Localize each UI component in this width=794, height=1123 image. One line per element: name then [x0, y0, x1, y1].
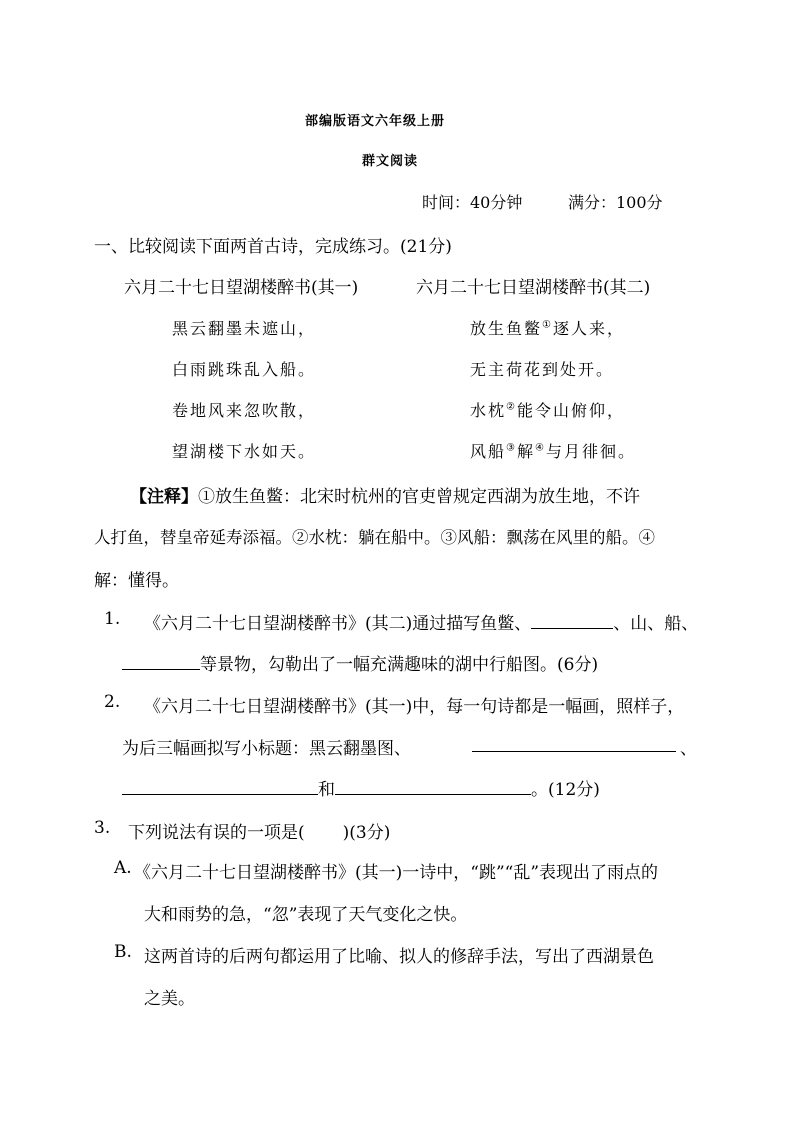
q2-line-2-end: 、 — [680, 739, 697, 759]
q1-blank-2[interactable] — [122, 652, 200, 670]
q2-line-2: 为后三幅画拟写小标题：黑云翻墨图、 — [122, 739, 411, 759]
poem2-line-4c: 与月徘徊。 — [545, 442, 636, 461]
annotation-line-2: 人打鱼，替皇帝延寿添福。②水枕：躺在船中。③风船：飘荡在风里的船。④ — [94, 528, 655, 547]
poem2-line-3a: 水枕 — [470, 401, 507, 420]
q3-option-a-line-2: 大和雨势的急，“忽”表现了天气变化之快。 — [144, 905, 468, 925]
q3-stem — [128, 818, 390, 843]
q1-line-2 — [122, 650, 598, 675]
q2-line-3 — [122, 775, 600, 800]
poem2-line-1 — [470, 316, 625, 339]
note-marker-2: ② — [506, 401, 517, 413]
q3-stem-text: 下列说法有误的一项是( — [128, 823, 305, 843]
q3-option-a-label: A. — [114, 858, 132, 878]
time-label: 时间：40分钟 — [422, 193, 523, 212]
poem1-line-4: 望湖楼下水如天。 — [172, 442, 317, 461]
poem2-line-4b: 解 — [516, 442, 535, 461]
q1-text-a: 《六月二十七日望湖楼醉书》(其二)通过描写鱼鳖、 — [144, 614, 532, 634]
q3-option-b-line-1: 这两首诗的后两句都运用了比喻、拟人的修辞手法，写出了西湖景色 — [144, 947, 654, 967]
q2-blank-1[interactable] — [472, 734, 676, 752]
note-marker-3: ③ — [506, 442, 517, 454]
q1-line-1 — [144, 609, 698, 634]
q1-blank-1[interactable] — [531, 611, 613, 629]
section-title: 群文阅读 — [362, 154, 419, 169]
annotation-text-1: ①放生鱼鳖：北宋时杭州的官吏曾规定西湖为放生地，不许 — [198, 487, 640, 507]
q1-number: 1. — [104, 609, 121, 629]
q1-text-b: 、山、船、 — [613, 614, 699, 634]
q2-and: 和 — [318, 780, 335, 800]
q2-number: 2. — [104, 692, 121, 712]
annotation-line-3: 解：懂得。 — [94, 571, 179, 591]
poem2-line-4a: 风船 — [470, 442, 507, 461]
poem1-line-2: 白雨跳珠乱入船。 — [172, 360, 317, 379]
q3-option-b-line-2: 之美。 — [144, 989, 195, 1009]
poem2-line-4 — [470, 439, 636, 462]
poem2-title: 六月二十七日望湖楼醉书(其二) — [416, 278, 651, 298]
note-marker-4: ④ — [535, 442, 546, 454]
q3-option-a-line-1: 《六月二十七日望湖楼醉书》(其一)一诗中，“跳”“乱”表现出了雨点的 — [134, 863, 659, 883]
poem2-line-3 — [470, 398, 625, 421]
note-marker-1: ① — [542, 319, 553, 331]
q3-option-b-label: B. — [114, 942, 132, 962]
q2-line-1: 《六月二十七日望湖楼醉书》(其一)中，每一句诗都是一幅画，照样子， — [144, 697, 685, 717]
poem2-line-2: 无主荷花到处开。 — [470, 360, 615, 379]
q2-blank-3[interactable] — [335, 777, 531, 795]
q1-text-c: 等景物，勾勒出了一幅充满趣味的湖中行船图。(6分) — [200, 655, 599, 675]
poem2-line-3b: 能令山俯仰， — [516, 401, 625, 420]
score-label: 满分：100分 — [568, 193, 663, 212]
q3-stem-end: )(3分) — [342, 823, 391, 843]
poem1-title: 六月二十七日望湖楼醉书(其一) — [124, 278, 359, 298]
annotation-label: 【注释】 — [130, 487, 198, 507]
part1-heading: 一、比较阅读下面两首古诗，完成练习。(21分) — [94, 237, 452, 257]
q2-line-3-end: 。(12分) — [531, 780, 600, 800]
poem2-line-1b: 逐人来， — [552, 319, 625, 338]
q2-blank-2[interactable] — [122, 777, 318, 795]
book-title: 部编版语文六年级上册 — [305, 114, 446, 129]
poem2-line-1a: 放生鱼鳖 — [470, 319, 543, 338]
poem1-line-3: 卷地风来忽吹散， — [172, 401, 317, 420]
annotation-line-1 — [130, 482, 640, 507]
poem1-line-1: 黑云翻墨未遮山， — [172, 319, 317, 338]
q3-number: 3. — [94, 818, 111, 838]
